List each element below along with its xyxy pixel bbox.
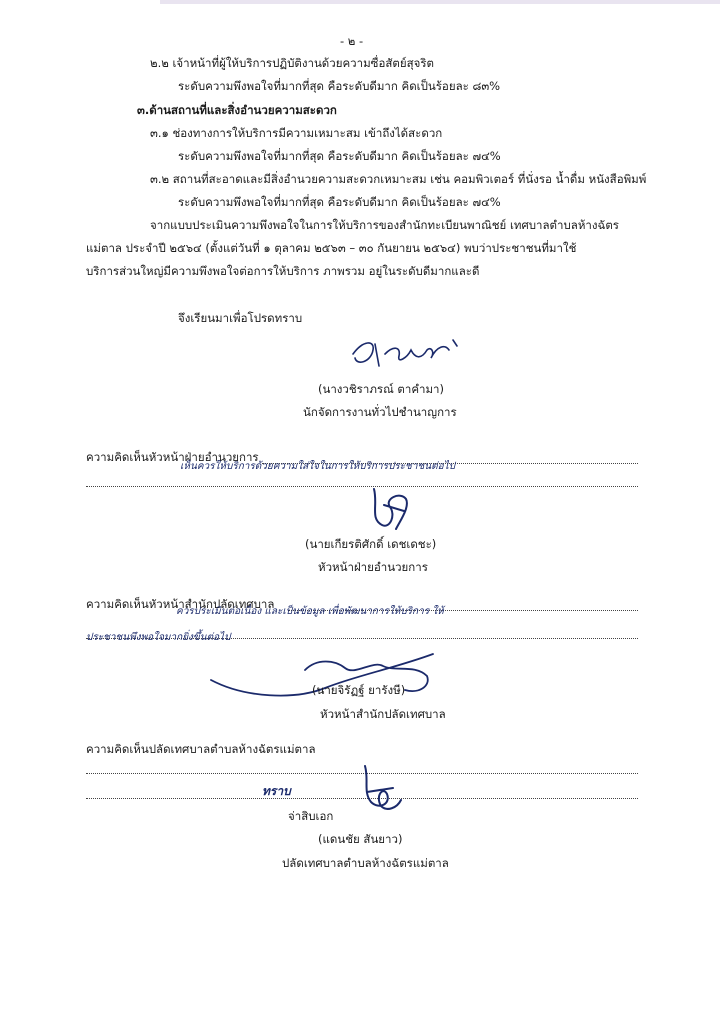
signature-4 [345, 762, 415, 816]
opinion-2-name: (นายจิรัฏฐ์ ยารังษี) [312, 683, 406, 697]
closing-text: จึงเรียนมาเพื่อโปรดทราบ [178, 311, 303, 325]
opinion-1-label: ความคิดเห็นหัวหน้าฝ่ายอำนวยการ [86, 450, 259, 464]
page-number: - ๒ - [340, 34, 364, 48]
opinion-1-position: หัวหน้าฝ่ายอำนวยการ [318, 560, 428, 574]
opinion-1-handwriting: เห็นควรให้บริการด้วยความใส่ใจในการให้บริการประชาชนต่อไป [180, 461, 455, 472]
opinion-2-label: ความคิดเห็นหัวหน้าสำนักปลัดเทศบาล [86, 597, 275, 611]
opinion-3-handwriting: ทราบ [262, 784, 291, 798]
signer-1-position: นักจัดการงานทั่วไปชำนาญการ [303, 405, 457, 419]
signer-1-name: (นางวชิราภรณ์ ตาคำมา) [318, 382, 445, 396]
summary-line-2: แม่ตาล ประจำปี ๒๕๖๔ (ตั้งแต่วันที่ ๑ ตุลาคม ๒๕๖๓ – ๓๐ กันยายน ๒๕๖๔) พบว่าประชาชนที่มาใช้ [86, 241, 577, 255]
item-3-1-title: ๓.๑ ช่องทางการให้บริการมีความเหมาะสม เข้าถึงได้สะดวก [150, 126, 443, 140]
signature-3 [205, 648, 445, 706]
opinion-2-position: หัวหน้าสำนักปลัดเทศบาล [320, 707, 446, 721]
opinion-3-name: (แดนชัย สันยาว) [318, 832, 403, 846]
item-3-2-title: ๓.๒ สถานที่สะอาดและมีสิ่งอำนวยความสะดวกเหมาะสม เช่น คอมพิวเตอร์ ที่นั่งรอ น้ำดื่ม หนังสือพิมพ์ [150, 172, 647, 186]
opinion-3-position: ปลัดเทศบาลตำบลห้างฉัตรแม่ตาล [282, 856, 449, 870]
signature-2 [360, 485, 420, 533]
section-3-title: ๓.ด้านสถานที่และสิ่งอำนวยความสะดวก [137, 103, 337, 117]
opinion-1-name: (นายเกียรติศักดิ์ เดชเดชะ) [305, 537, 437, 551]
summary-line-1: จากแบบประเมินความพึงพอใจในการให้บริการของสำนักทะเบียนพาณิชย์ เทศบาลตำบลห้างฉัตร [150, 218, 619, 232]
opinion-2-handwriting-1: ควรประเมินต่อเนื่อง และเป็นข้อมูล เพื่อพัฒนาการให้บริการ ให้ [176, 606, 444, 617]
summary-line-3: บริการส่วนใหญ่มีความพึงพอใจต่อการให้บริการ ภาพรวม อยู่ในระดับดีมากและดี [86, 264, 480, 278]
item-2-2-result: ระดับความพึงพอใจที่มากที่สุด คือระดับดีมาก คิดเป็นร้อยละ ๘๓% [178, 79, 501, 93]
item-3-1-result: ระดับความพึงพอใจที่มากที่สุด คือระดับดีมาก คิดเป็นร้อยละ ๗๔% [178, 149, 501, 163]
opinion-3-rank: จ่าสิบเอก [288, 809, 334, 823]
item-3-2-result: ระดับความพึงพอใจที่มากที่สุด คือระดับดีมาก คิดเป็นร้อยละ ๗๔% [178, 195, 501, 209]
scan-edge-band [160, 0, 720, 4]
signature-1 [345, 336, 475, 372]
opinion-3-label: ความคิดเห็นปลัดเทศบาลตำบลห้างฉัตรแม่ตาล [86, 742, 316, 756]
opinion-2-handwriting-2: ประชาชนพึงพอใจมากยิ่งขึ้นต่อไป [86, 632, 231, 643]
item-2-2-title: ๒.๒ เจ้าหน้าที่ผู้ให้บริการปฏิบัติงานด้วยความซื่อสัตย์สุจริต [150, 56, 435, 70]
